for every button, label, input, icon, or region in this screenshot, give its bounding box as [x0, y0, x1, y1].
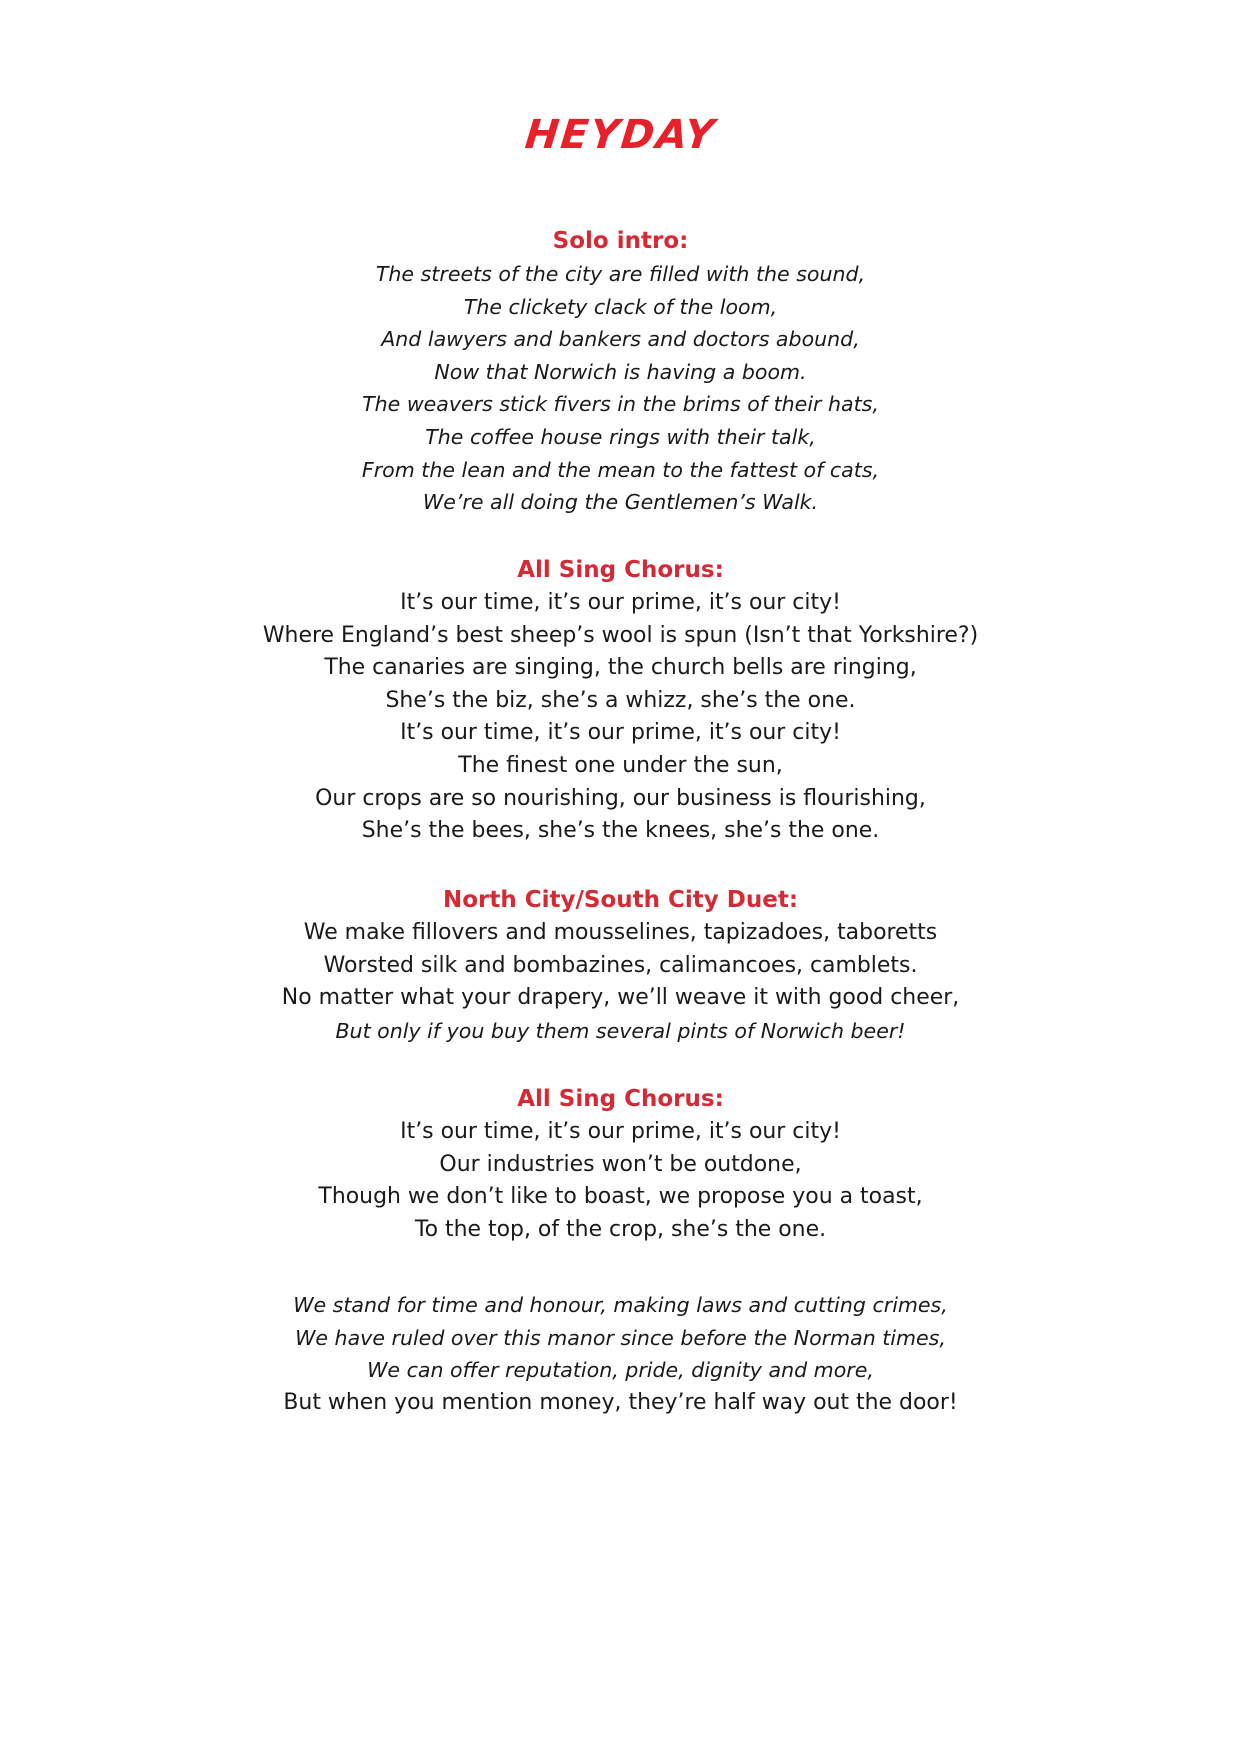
- lyric-line: And lawyers and bankers and doctors abound,: [381, 327, 860, 352]
- lyric-line: But when you mention money, they’re half way out the door!: [283, 1389, 958, 1415]
- lyric-line: The weavers stick fivers in the brims of their hats,: [362, 392, 879, 417]
- lyric-line: We’re all doing the Gentlemen’s Walk.: [422, 490, 819, 515]
- lyric-line: It’s our time, it’s our prime, it’s our city!: [400, 1119, 841, 1144]
- lyric-line: The coffee house rings with their talk,: [425, 424, 816, 449]
- lyric-line: Our crops are so nourishing, our business is flourishing,: [315, 785, 926, 811]
- song-title: HEYDAY: [522, 112, 719, 158]
- lyric-line: Worsted silk and bombazines, calimancoes, camblets.: [323, 952, 918, 978]
- lyric-line: We make fillovers and mousselines, tapizadoes, taboretts: [303, 920, 938, 945]
- lyric-line: But only if you buy them several pints of Norwich beer!: [335, 1018, 906, 1043]
- lyric-line: Where England’s best sheep’s wool is spun (Isn’t that Yorkshire?): [262, 622, 979, 648]
- lyric-line: She’s the bees, she’s the knees, she’s the one.: [361, 818, 880, 844]
- lyric-line: The streets of the city are filled with the sound,: [375, 262, 866, 286]
- lyric-line: The canaries are singing, the church bells are ringing,: [324, 655, 917, 681]
- lyric-line: We have ruled over this manor since before the Norman times,: [295, 1325, 946, 1350]
- lyric-line: We can offer reputation, pride, dignity and more,: [367, 1358, 874, 1383]
- lyric-line: To the top, of the crop, she’s the one.: [414, 1216, 827, 1242]
- lyric-line: It’s our time, it’s our prime, it’s our city!: [400, 720, 841, 746]
- lyric-line: The finest one under the sun,: [458, 752, 783, 778]
- section-heading: All Sing Chorus:: [517, 557, 724, 583]
- lyric-line: The clickety clack of the loom,: [463, 294, 778, 319]
- lyric-line: We stand for time and honour, making laws and cutting crimes,: [293, 1293, 948, 1317]
- lyric-line: She’s the biz, she’s a whizz, she’s the one.: [385, 687, 856, 713]
- section-heading: North City/South City Duet:: [442, 887, 799, 913]
- lyric-line: Though we don’t like to boast, we propose you a toast,: [318, 1184, 923, 1210]
- section-heading: Solo intro:: [552, 228, 689, 254]
- section-heading: All Sing Chorus:: [517, 1086, 724, 1112]
- lyric-line: Now that Norwich is having a boom.: [434, 359, 807, 384]
- section-chorus-1: [0, 553, 1241, 848]
- lyric-line: No matter what your drapery, we’ll weave it with good cheer,: [281, 985, 960, 1011]
- section-chorus-2: [0, 1082, 1241, 1246]
- section-solo-intro: [0, 224, 1241, 519]
- section-duet: [0, 883, 1241, 1047]
- lyric-line: It’s our time, it’s our prime, it’s our city!: [400, 590, 841, 615]
- section-closing-verse: [0, 1289, 1241, 1419]
- lyric-line: Our industries won’t be outdone,: [439, 1151, 802, 1177]
- lyric-line: From the lean and the mean to the fattest of cats,: [361, 457, 880, 482]
